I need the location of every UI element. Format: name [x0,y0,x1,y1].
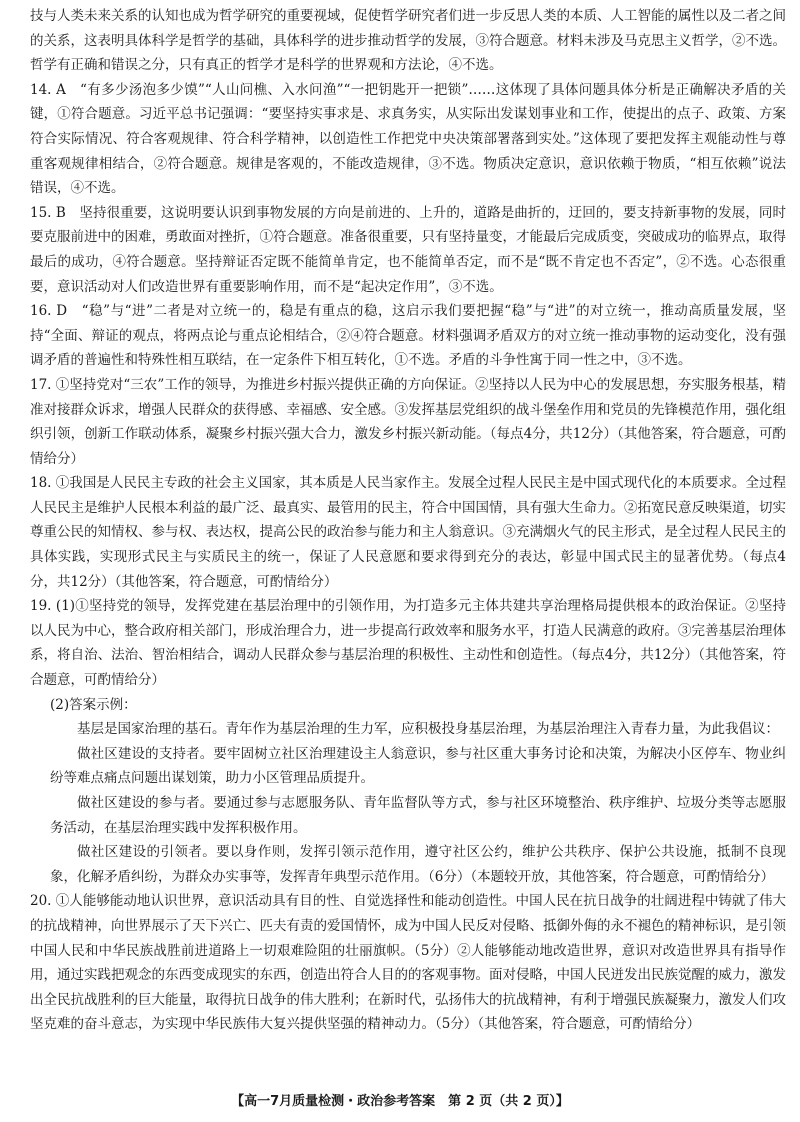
answer-19-part-2-heading: (2)答案示例： [50,696,137,713]
continuation-paragraph: 技与人类未来关系的认知也成为哲学研究的重要视域，促使哲学研究者们进一步反思人类的本质、人工智能的属性以及二者之间的关系，这表明具体科学是哲学的基础，具体科学的进步推动哲学的发展，③符合题意。材料未涉及马克思主义哲学，②不选。哲学有正确和错误之分，只有真正的哲学才是科学的世界观和方法论，④不选。 [30,8,786,74]
answer-19-part-2-point-1: 做社区建设的支持者。要牢固树立社区治理建设主人翁意识，参与社区重大事务讨论和决策，为解决小区停车、物业纠纷等难点痛点问题出谋划策，助力小区管理品质提升。 [50,745,786,787]
answer-14: 14. A “有多少汤泡多少馍”“人山问樵、入水问渔”“一把钥匙开一把锁”……这体现了具体问题具体分析是正确解决矛盾的关键，①符合题意。习近平总书记强调：“要坚持实事求是、求真务实，从实际出发谋划事业和工作，使提出的点子、政策、方案符合实际情况、符合客观规律、符合科学精神，以创造性工作把党中央决策部署落到实处。”这体现了要把发挥主观能动性与尊重客观规律相结合，②符合题意。规律是客观的，不能改造规律，③不选。物质决定意识，意识依赖于物质，“相互依赖”说法错误，④不选。 [30,81,786,197]
answer-19-part-1: 19. (1)①坚持党的领导，发挥党建在基层治理中的引领作用，为打造多元主体共建共享治理格局提供根本的政治保证。②坚持以人民为中心，整合政府相关部门，形成治理合力，进一步提高行政效率和服务水平，打造人民满意的政府。③完善基层治理体系，将自治、法治、智治相结合，调动人民群众参与基层治理的积极性、主动性和创造性。（每点4分，共12分）（其他答案，符合题意，可酌情给分） [30,598,786,689]
answer-17: 17. ①坚持党对“三农”工作的领导，为推进乡村振兴提供正确的方向保证。②坚持以人民为中心的发展思想，夯实服务根基，精准对接群众诉求，增强人民群众的获得感、幸福感、安全感。③发挥基层党组织的战斗堡垒作用和党员的先锋模范作用，强化组织引领，创新工作联动体系，凝聚乡村振兴强大合力，激发乡村振兴新动能。（每点4分，共12分）（其他答案，符合题意，可酌情给分） [30,376,786,467]
answer-18: 18. ①我国是人民民主专政的社会主义国家，其本质是人民当家作主。发展全过程人民民主是中国式现代化的本质要求。全过程人民民主是维护人民根本利益的最广泛、最真实、最管用的民主，符合中国国情，具有强大生命力。②拓宽民意反映渠道，切实尊重公民的知情权、参与权、表达权，提高公民的政治参与能力和主人翁意识。③充满烟火气的民主形式，是全过程人民民主的具体实践，实现形式民主与实质民主的统一，保证了人民意愿和要求得到充分的表达，彰显中国式民主的显著优势。（每点4分，共12分）（其他答案，符合题意，可酌情给分） [30,475,786,590]
answer-20: 20. ①人能够能动地认识世界，意识活动具有目的性、自觉选择性和能动创造性。中国人民在抗日战争的壮阔进程中铸就了伟大的抗战精神，向世界展示了天下兴亡、匹夫有责的爱国情怀，成为中国人民反对侵略、抵御外侮的永不褪色的精神标识，是引领中国人民和中华民族战胜前进道路上一切艰难险阻的壮丽旗帜。（5分）②人能够能动地改造世界，意识对改造世界具有指导作用，通过实践把观念的东西变成现实的东西，创造出符合人目的的客观事物。面对侵略，中国人民迸发出民族觉醒的威力，激发出全民抗战胜利的巨大能量，取得抗日战争的伟大胜利；在新时代，弘扬伟大的抗战精神，有利于增强民族凝聚力，激发人们攻坚克难的奋斗意志，为实现中华民族伟大复兴提供坚强的精神动力。（5分）（其他答案，符合题意，可酌情给分） [30,893,786,1033]
answer-19-part-2-point-2: 做社区建设的参与者。要通过参与志愿服务队、青年监督队等方式，参与社区环境整治、秩序维护、垃圾分类等志愿服务活动，在基层治理实践中发挥积极作用。 [50,795,786,836]
page-footer: 【高一7月质量检测・政治参考答案 第 2 页（共 2 页）】 [231,1094,569,1109]
answer-19-part-2-point-3: 做社区建设的引领者。要以身作则，发挥引领示范作用，遵守社区公约，维护公共秩序、保护公共设施，抵制不良现象，化解矛盾纠纷，为群众办实事等，发挥青年典型示范作用。（6分）（本题较开放，其他答案，符合题意，可酌情给分） [50,844,786,885]
answer-19-part-2-intro: 基层是国家治理的基石。青年作为基层治理的生力军，应积极投身基层治理，为基层治理注入青春力量，为此我倡议： [77,721,779,738]
answer-15: 15. B 坚持很重要，这说明要认识到事物发展的方向是前进的、上升的，道路是曲折的，迂回的，要支持新事物的发展，同时要克服前进中的困难，勇敢面对挫折，①符合题意。准备很重要，只有坚持量变，才能最后完成质变，突破成功的临界点，取得最后的成功，④符合题意。坚持辩证否定既不能简单肯定，也不能简单否定，而不是“既不肯定也不否定”，②不选。心态很重要，意识活动对人们改造世界有重要影响作用，而不是“起决定作用”，③不选。 [30,204,786,295]
answer-16: 16. D “稳”与“进”二者是对立统一的，稳是有重点的稳，这启示我们要把握“稳”与“进”的对立统一，推动高质量发展，坚持“全面、辩证的观点，将两点论与重点论相结合，②④符合题意。材料强调矛盾双方的对立统一推动事物的运动变化，没有强调矛盾的普遍性和特殊性相互联结，在一定条件下相互转化，①不选。矛盾的斗争性寓于同一性之中，③不选。 [30,303,786,369]
